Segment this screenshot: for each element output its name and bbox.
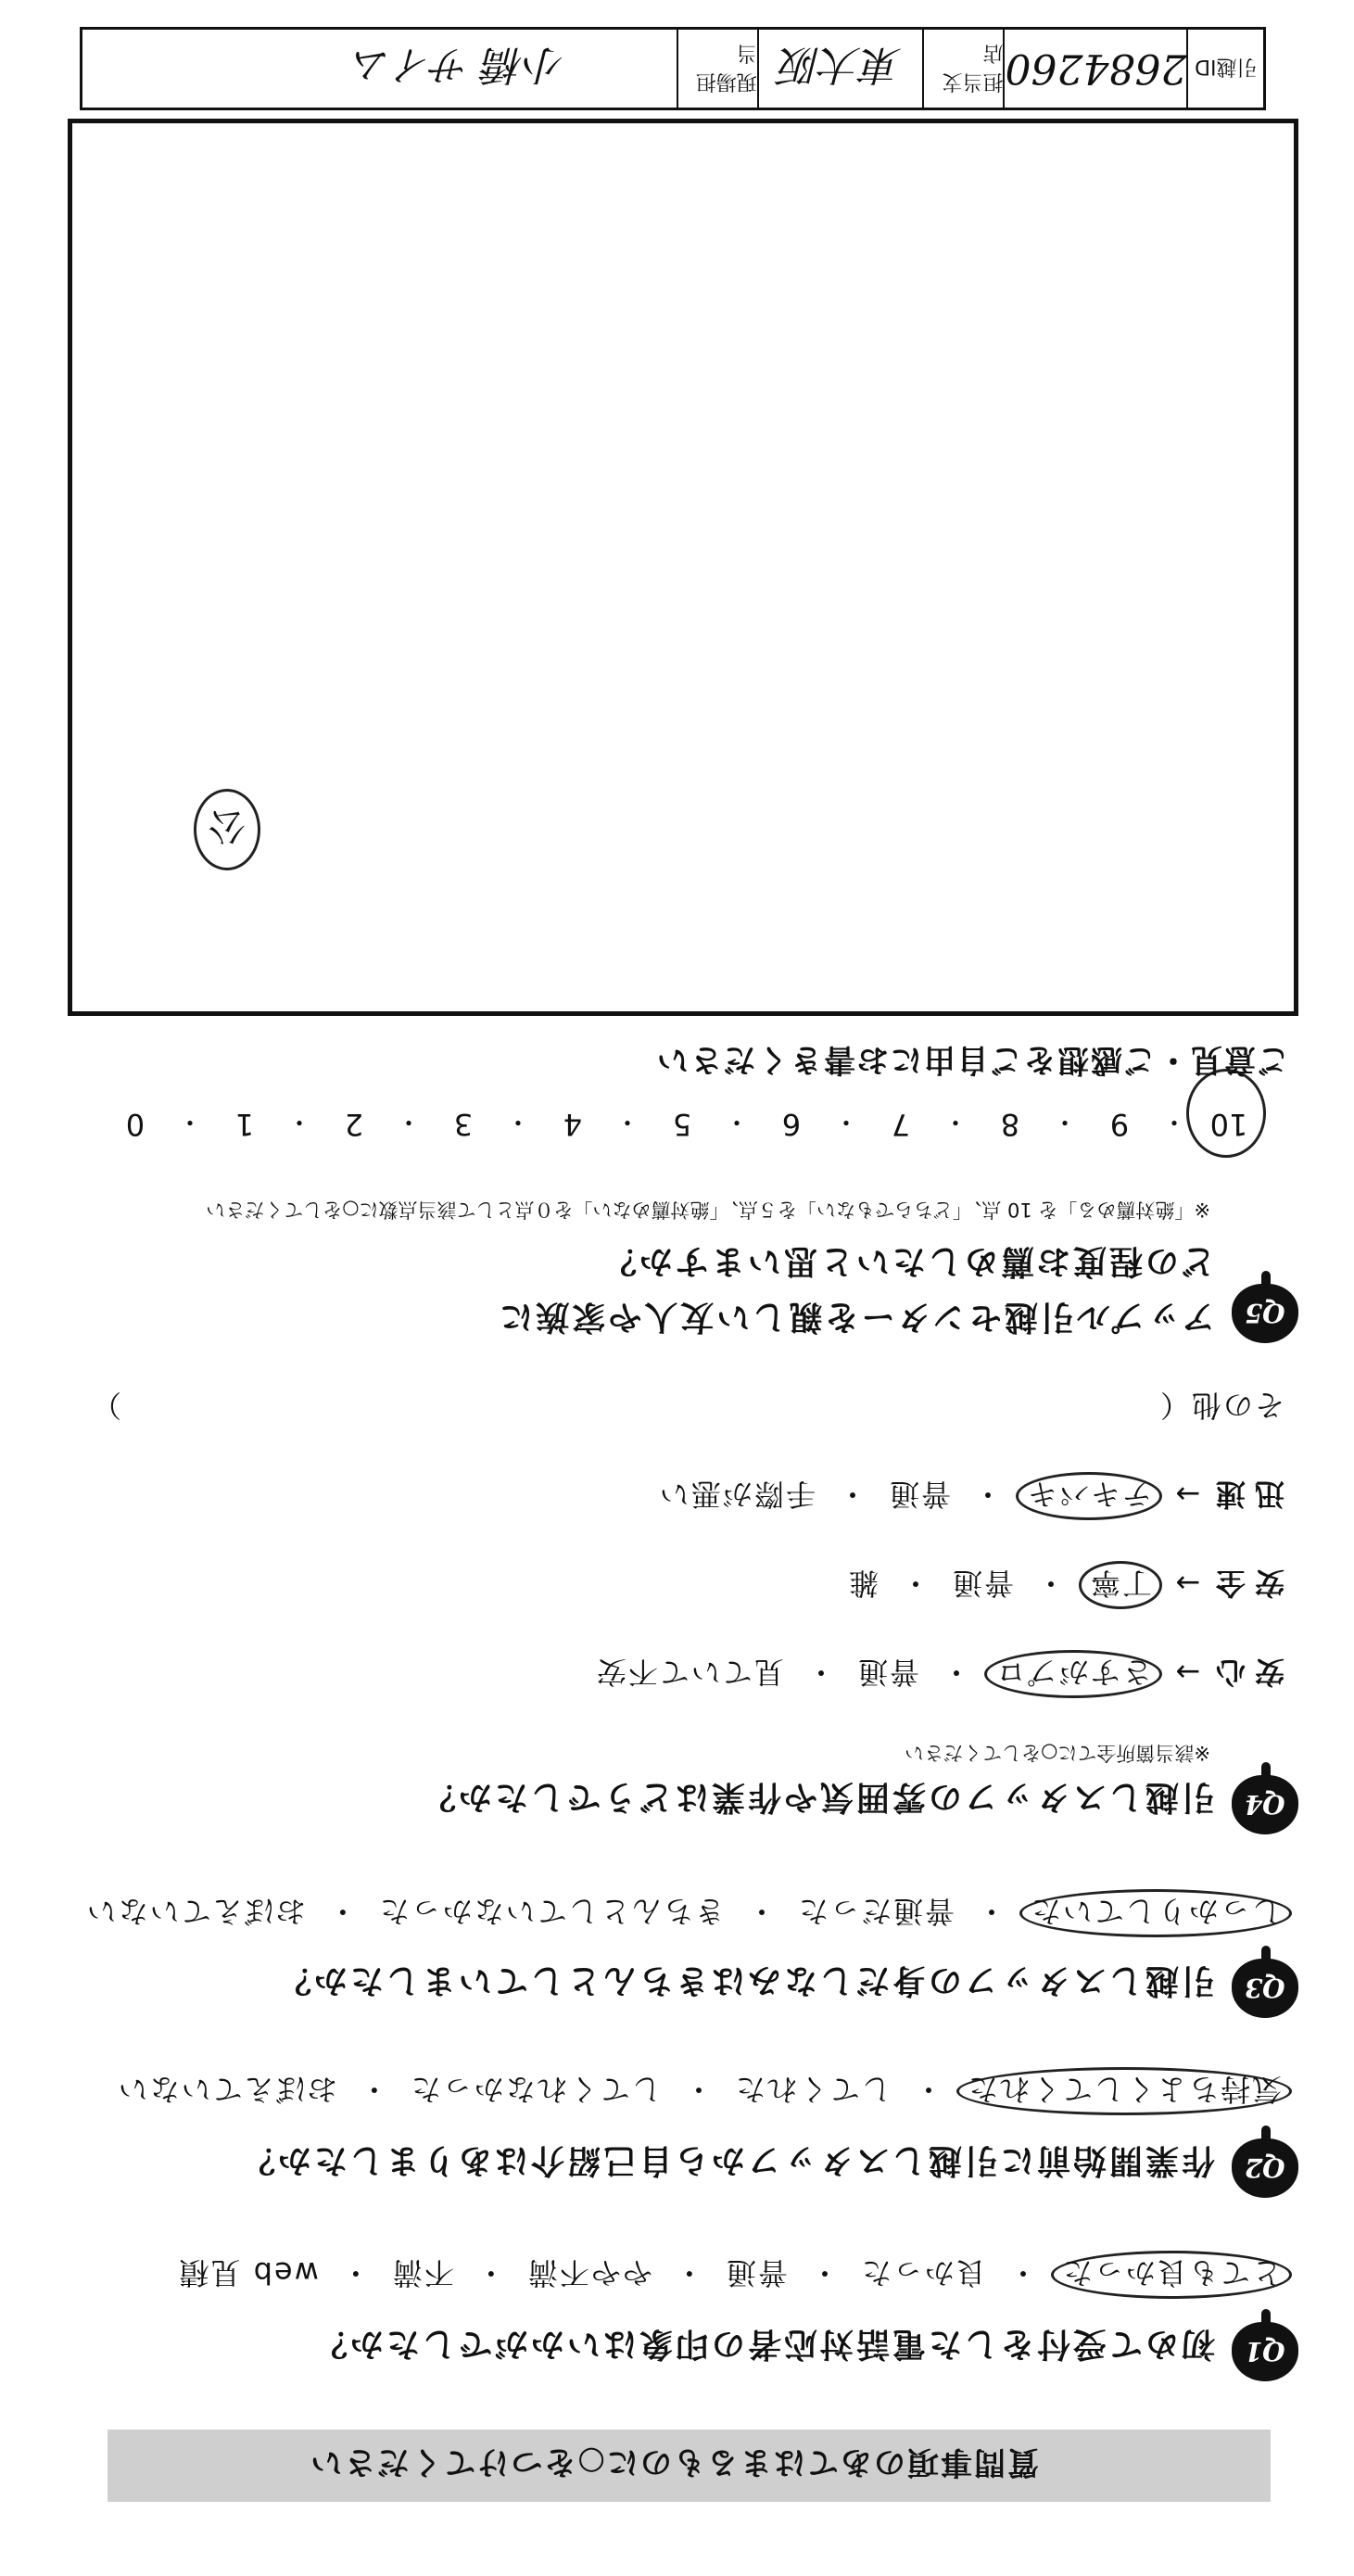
q4-badge: Q4: [1232, 1775, 1298, 1834]
q3-question: 引越しスタッフの身だしなみはきちんとしていましたか？: [274, 1961, 1215, 1999]
q2-option-did[interactable]: してくれた: [733, 2072, 892, 2107]
branch-label: 担当支店: [922, 30, 1003, 108]
q5-score-2[interactable]: 2: [344, 1107, 364, 1142]
arrow-right-icon: →: [1173, 1477, 1201, 1512]
id-value: 2684260: [1004, 30, 1187, 108]
q4-option-normal[interactable]: 普通: [855, 1655, 919, 1690]
q5-score-7[interactable]: 7: [891, 1107, 911, 1142]
arrow-right-icon: →: [1173, 1655, 1201, 1690]
q4-note: ※該当箇所全てに○をしてください: [905, 1742, 1210, 1764]
q5-score-9[interactable]: 9: [1109, 1107, 1130, 1142]
id-label: 引越ID: [1186, 30, 1263, 108]
q5-question-line2: どの程度お薦めしたいと思いますか？: [600, 1242, 1215, 1280]
q4-other-close: ）: [89, 1388, 121, 1423]
q5-score-10[interactable]: 10: [1209, 1107, 1248, 1142]
q5-score-separator: ・: [723, 1107, 751, 1137]
q3-option-normal[interactable]: 普通だった: [796, 1894, 955, 1929]
instruction-banner: [108, 2430, 1271, 2502]
q4-option-careful[interactable]: 丁寧: [1079, 1561, 1162, 1609]
q2-option-pleasant[interactable]: 気持ちよくしてくれた: [956, 2067, 1292, 2115]
q4-row-label: 安心: [1206, 1655, 1284, 1690]
q4-row-speed: 迅速→テキパキ・普通・手際が悪い: [658, 1475, 1284, 1517]
q4-option-rough[interactable]: 雑: [846, 1566, 879, 1601]
q5-score-5[interactable]: 5: [672, 1107, 692, 1142]
q5-badge: Q5: [1232, 1284, 1298, 1343]
q4-question: 引越しスタッフの雰囲気や作業はどうでしたか？: [419, 1778, 1215, 1816]
q5-score-separator: ・: [832, 1107, 860, 1137]
leader-value: 小橋 サイム: [350, 41, 565, 88]
q4-row-label: 安全: [1206, 1566, 1284, 1601]
q4-option-pro[interactable]: さすがプロ: [984, 1650, 1162, 1698]
q1-question: 初めて受付をした電話対応者の印象はいかがでしたか？: [310, 2325, 1215, 2363]
q5-score-6[interactable]: 6: [781, 1107, 802, 1142]
arrow-right-icon: →: [1173, 1566, 1201, 1601]
q5-score-0[interactable]: 0: [125, 1107, 146, 1142]
q1-badge: Q1: [1232, 2322, 1298, 2381]
id-table: [80, 27, 1266, 110]
q5-score-8[interactable]: 8: [1000, 1107, 1020, 1142]
q5-scale: [0, 1105, 1354, 1142]
q4-option-normal[interactable]: 普通: [950, 1566, 1014, 1601]
q2-option-did-not[interactable]: してくれなかった: [409, 2072, 662, 2107]
q5-question-line1: アップル引越センターを親しい友人や家族に: [497, 1298, 1215, 1336]
q1-option-very-good[interactable]: とても良かった: [1051, 2251, 1292, 2299]
q5-score-separator: ・: [1051, 1107, 1079, 1137]
q5-score-separator: ・: [176, 1107, 204, 1137]
q4-option-clumsy[interactable]: 手際が悪い: [657, 1477, 816, 1512]
leader-label: 現場担当: [677, 30, 757, 108]
handwritten-mark: 公: [194, 789, 260, 870]
branch-value: 東大阪: [757, 30, 923, 108]
q5-score-separator: ・: [504, 1107, 532, 1137]
q1-option-dissatisfied[interactable]: 不満: [390, 2255, 454, 2290]
q4-option-normal[interactable]: 普通: [887, 1477, 951, 1512]
q5-score-separator: ・: [942, 1107, 969, 1137]
q5-score-separator: ・: [1160, 1107, 1188, 1137]
q2-badge: Q2: [1232, 2138, 1298, 2198]
q3-option-not-neat[interactable]: きちんとしていなかった: [377, 1894, 725, 1929]
q1-option-web[interactable]: web 見積: [177, 2255, 319, 2290]
q4-row-safety: 安全→丁寧・普通・雑: [847, 1564, 1284, 1606]
q1-option-good[interactable]: 良かった: [859, 2255, 986, 2290]
q1-option-normal[interactable]: 普通: [724, 2255, 788, 2290]
q4-option-uneasy[interactable]: 見ていて不安: [594, 1655, 784, 1690]
q5-score-3[interactable]: 3: [453, 1107, 474, 1142]
q4-other-label: その他（: [1158, 1388, 1284, 1423]
q5-score-4[interactable]: 4: [563, 1107, 583, 1142]
q3-option-dont-remember[interactable]: おぼえていない: [84, 1894, 306, 1929]
q4-other: [1158, 1386, 1284, 1428]
q3-option-neat[interactable]: しっかりしていた: [1019, 1889, 1292, 1937]
q5-score-1[interactable]: 1: [234, 1107, 255, 1142]
q5-score-separator: ・: [395, 1107, 423, 1137]
instruction-text: 質問事項のあてはまるものに○をつけてください: [309, 2443, 1039, 2481]
q5-note: ※「絶対薦める」を 10 点、「どちらでもない」を５点、「絶対薦めない」を０点として該当点数に○をしてください: [206, 1199, 1210, 1221]
q4-row-reassurance: 安心→さすがプロ・普通・見ていて不安: [595, 1653, 1284, 1695]
q3-options: しっかりしていた・普通だった・きちんとしていなかった・おぼえていない: [85, 1892, 1284, 1935]
q1-option-slightly-dissatisfied[interactable]: やや不満: [525, 2255, 652, 2290]
q3-badge: Q3: [1232, 1959, 1298, 2018]
q2-question: 作業開始前に引越しスタッフから自己紹介はありましたか？: [238, 2141, 1215, 2179]
q4-option-brisk[interactable]: テキパキ: [1016, 1472, 1162, 1520]
q1-options: とても良かった・良かった・普通・やや不満・不満・web 見積: [177, 2253, 1284, 2296]
q2-options: 気持ちよくしてくれた・してくれた・してくれなかった・おぼえていない: [117, 2070, 1284, 2113]
q5-score-separator: ・: [285, 1107, 313, 1137]
comments-box[interactable]: [68, 119, 1298, 1016]
comments-title: ご意見・ご感想をご自由にお書きください: [655, 1041, 1289, 1078]
q4-row-label: 迅速: [1206, 1477, 1284, 1512]
q5-score-separator: ・: [614, 1107, 641, 1137]
q2-option-dont-remember[interactable]: おぼえていない: [116, 2072, 337, 2107]
